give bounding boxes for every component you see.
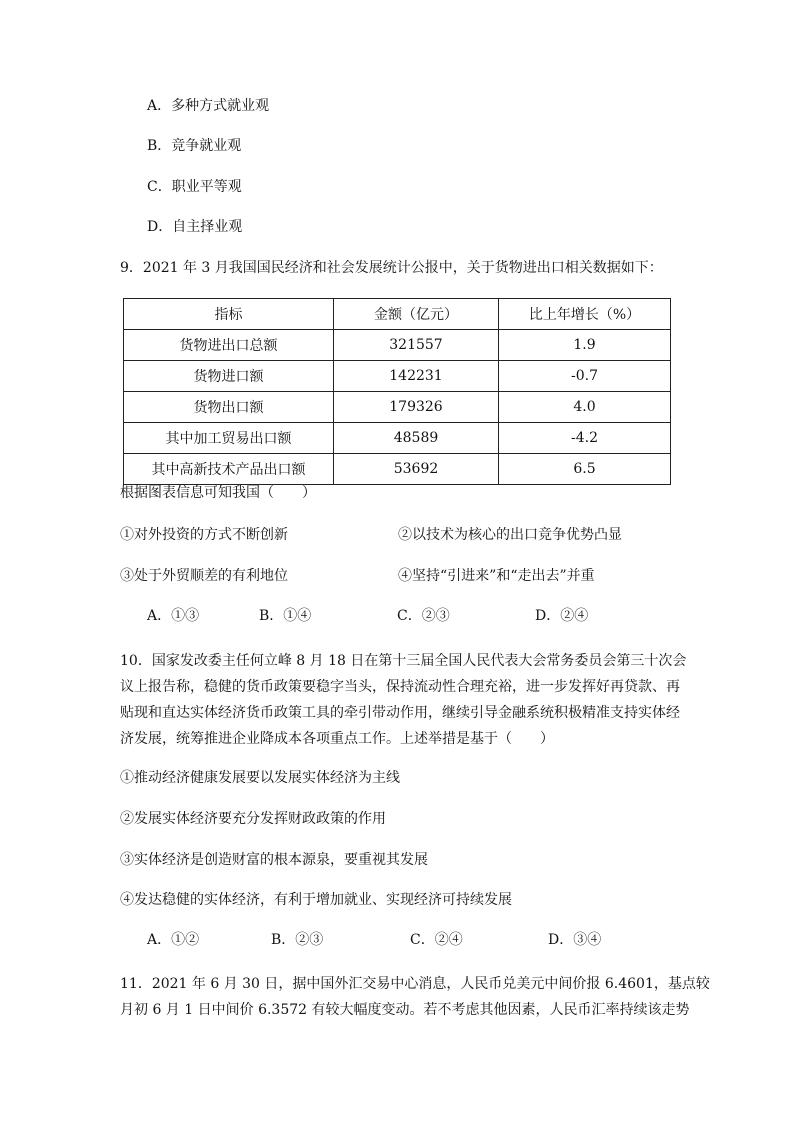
q9-choice-d: D．②④ [535,608,589,624]
q9-choice-a: A．①③ [147,608,200,624]
table-cell: 6.5 [499,454,671,485]
q10-stem-line-2: 议上报告称，稳健的货币政策要稳字当头，保持流动性合理充裕，进一步发挥好再贷款、再 [120,679,680,695]
q8-option-a: A．多种方式就业观 [147,98,270,114]
q10-choice-d: D．③④ [548,932,602,948]
q10-stem-line-1: 10．国家发改委主任何立峰 8 月 18 日在第十三届全国人民代表大会常务委员会第三十次会 [120,653,687,669]
table-cell: 货物出口额 [124,392,334,423]
table-row [124,454,671,485]
table-cell: 1.9 [499,330,671,361]
table-cell: 货物进口额 [124,361,334,392]
q10-statement-2: ②发展实体经济要充分发挥财政政策的作用 [120,811,386,827]
q10-stem-line-3: 贴现和直达实体经济货币政策工具的牵引带动作用，继续引导金融系统积极精准支持实体经 [120,705,680,721]
q8-option-d: D．自主择业观 [147,219,243,235]
q9-prompt: 根据图表信息可知我国（ ） [120,485,316,501]
table-cell: -4.2 [499,423,671,454]
q9-statement-4: ④坚持“引进来”和“走出去”并重 [398,568,595,584]
table-cell: 其中加工贸易出口额 [124,423,334,454]
q10-choice-a: A．①② [147,932,200,948]
table-header-row [124,299,671,330]
q10-stem-line-4: 济发展，统筹推进企业降成本各项重点工作。上述举措是基于（ ） [120,731,554,747]
table-header-cell: 指标 [124,299,334,330]
table-cell: 179326 [334,392,499,423]
table-header-cell: 比上年增长（%） [499,299,671,330]
q8-option-c: C．职业平等观 [147,179,242,195]
table-cell: -0.7 [499,361,671,392]
table-cell: 4.0 [499,392,671,423]
q9-choice-b: B．①④ [259,608,312,624]
table-row [124,330,671,361]
table-row [124,392,671,423]
table-cell: 货物进出口总额 [124,330,334,361]
q9-statement-1: ①对外投资的方式不断创新 [120,527,288,543]
table-cell: 48589 [334,423,499,454]
table-cell: 其中高新技术产品出口额 [124,454,334,485]
q8-option-b: B．竞争就业观 [147,138,242,154]
q10-choice-c: C．②④ [410,932,463,948]
table-row [124,423,671,454]
table-row [124,361,671,392]
q11-stem-line-2: 月初 6 月 1 日中间价 6.3572 有较大幅度变动。若不考虑其他因素，人民币汇率持续该走势 [120,1002,690,1018]
trade-data-table [123,298,671,485]
q10-choice-b: B．②③ [271,932,324,948]
q9-stem: 9．2021 年 3 月我国国民经济和社会发展统计公报中，关于货物进出口相关数据如下： [120,260,663,276]
q10-statement-4: ④发达稳健的实体经济，有利于增加就业、实现经济可持续发展 [120,892,512,908]
q9-statement-2: ②以技术为核心的出口竞争优势凸显 [398,527,622,543]
table-cell: 142231 [334,361,499,392]
table-cell: 53692 [334,454,499,485]
q10-statement-3: ③实体经济是创造财富的根本源泉，要重视其发展 [120,852,428,868]
table-header-cell: 金额（亿元） [334,299,499,330]
q10-statement-1: ①推动经济健康发展要以发展实体经济为主线 [120,770,400,786]
table-cell: 321557 [334,330,499,361]
q11-stem-line-1: 11．2021 年 6 月 30 日，据中国外汇交易中心消息，人民币兑美元中间价报 6.4601，基点较 [120,976,710,992]
q9-choice-c: C．②③ [397,608,450,624]
q9-statement-3: ③处于外贸顺差的有利地位 [120,568,288,584]
